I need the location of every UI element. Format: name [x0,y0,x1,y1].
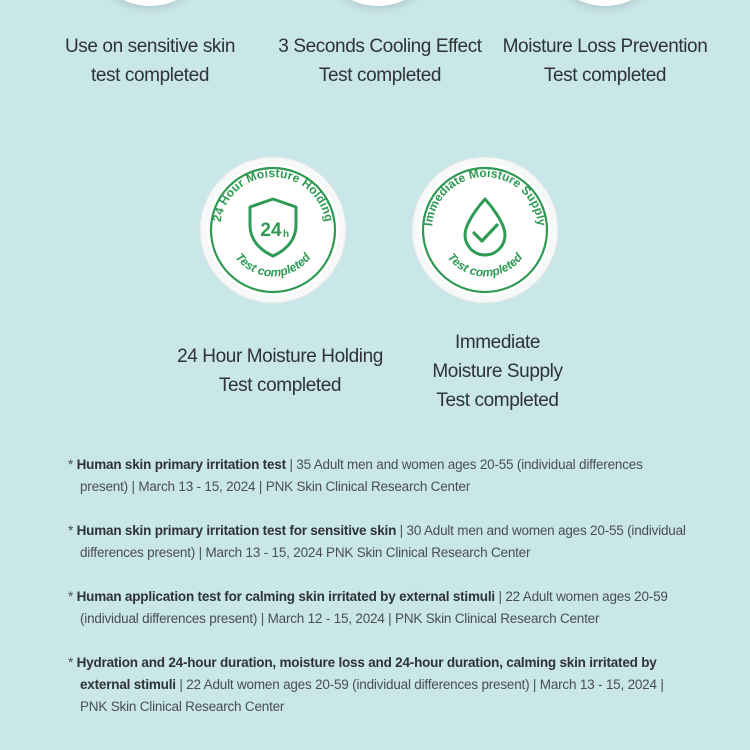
footnote-text: | 22 Adult women ages 20-59 (individual differences present) | March 13 - 15, 2024 | PNK Skin Clinical Research Center [80,677,664,714]
footnote-marker: * [68,589,74,604]
caption-line: test completed [91,65,209,86]
caption-24-hour-moisture [160,342,400,400]
seal-arc-top-text: Immediate Moisture Supply [421,165,549,227]
footnote-marker: * [68,457,74,472]
caption-moisture-loss [490,32,720,90]
footnote-marker: * [68,523,74,538]
footnote-title: Human skin primary irritation test [76,457,286,472]
caption-line: 3 Seconds Cooling Effect [278,36,482,57]
footnotes [68,454,688,740]
footnote-2 [68,520,688,564]
caption-line: Test completed [318,65,442,86]
shield-center-unit: h [282,229,290,240]
caption-line: Test completed [543,65,667,86]
footnote-title: Hydration and 24-hour duration, moisture loss and 24-hour duration, calming skin irritated by external stimuli [76,655,657,692]
caption-line: Test completed [218,375,342,396]
footnote-title: Human application test for calming skin irritated by external stimuli [76,589,495,604]
footnote-text: | 22 Adult women ages 20-59 (individual differences present) | March 12 - 15, 2024 | PNK Skin Clinical Research Center [80,589,668,626]
footnote-4 [68,652,688,718]
shield-center-text: 24 [260,220,282,241]
caption-sensitive-skin [40,32,260,90]
seal-arc-bottom-text: Test completed [444,250,526,280]
footnote-text: | 35 Adult men and women ages 20-55 (individual differences present) | March 13 - 15, 2024 | PNK Skin Clinical Research Center [80,457,643,494]
footnote-text: | 30 Adult men and women ages 20-55 (individual differences present) | March 13 - 15, 2024 PNK Skin Clinical Research Center [80,523,686,560]
top-badge-1 [88,0,212,6]
caption-line: Moisture Loss Prevention [502,36,708,57]
top-badge-3 [543,0,667,6]
caption-cooling-effect [265,32,495,90]
caption-line: Use on sensitive skin [64,36,236,57]
seal-arc-top-text: 24 Hour Moisture Holding [209,165,337,224]
seal-arc-bottom-text: Test completed [232,250,314,280]
footnote-marker: * [68,655,74,670]
footnote-1 [68,454,688,498]
caption-immediate-moisture [385,328,610,415]
footnote-3 [68,586,688,630]
caption-line: Moisture Supply [432,361,563,382]
caption-line: Immediate [454,332,541,353]
caption-line: Test completed [436,390,559,411]
caption-line: 24 Hour Moisture Holding [177,346,383,367]
footnote-title: Human skin primary irritation test for sensitive skin [76,523,397,538]
seal-24-hour-moisture [198,155,348,305]
seal-immediate-moisture [410,155,560,305]
top-badge-2 [316,0,440,6]
